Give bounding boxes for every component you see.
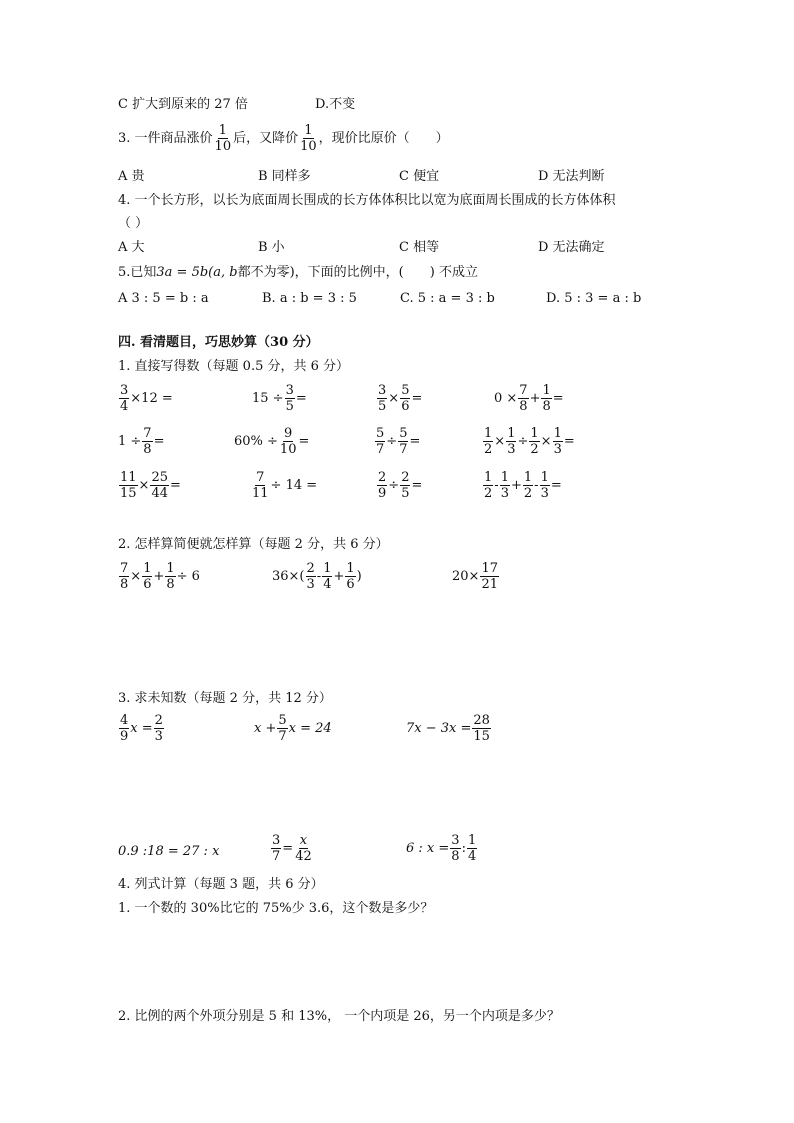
text: x +: [254, 721, 277, 736]
q4-option-d: D 无法确定: [538, 240, 605, 255]
part4-title: 4. 列式计算（每题 3 题，共 6 分）: [118, 877, 324, 892]
text: 6 : x =: [406, 841, 450, 856]
p1-r2-c2: [234, 427, 309, 456]
part1-title: 1. 直接写得数（每题 0.5 分，共 6 分）: [118, 359, 350, 374]
p1-r3-c4: [482, 471, 562, 500]
numerator: 1: [304, 123, 313, 138]
numerator: 7: [519, 383, 528, 398]
numerator: 1: [218, 123, 227, 138]
fraction: [277, 714, 287, 743]
text: =: [298, 434, 310, 449]
denominator: 2: [484, 486, 493, 501]
q3-suffix: ，现价比原价（ ）: [318, 131, 449, 146]
q5-option-c: C. 5 : a = 3 : b: [400, 291, 495, 306]
fraction: [450, 834, 460, 863]
q5-option-d: D. 5 : 3 = a : b: [546, 291, 642, 306]
fraction: [119, 384, 129, 413]
numerator: 2: [378, 470, 387, 485]
numerator: x: [299, 833, 308, 848]
numerator: 1: [553, 426, 562, 441]
text: ): [356, 569, 362, 584]
text: =: [552, 391, 564, 406]
denominator: 8: [143, 442, 152, 457]
q3-option-b: B 同样多: [258, 169, 311, 184]
q3-option-a: A 贵: [118, 169, 145, 184]
numerator: 1: [166, 561, 175, 576]
numerator: 1: [323, 561, 332, 576]
p2-expr-2: [272, 562, 362, 591]
p3-eq-1: [118, 714, 165, 743]
q3-stem: [118, 124, 449, 153]
p1-r3-c2: [250, 471, 317, 500]
fraction: [150, 471, 169, 500]
fraction: [523, 471, 533, 500]
numerator: 2: [306, 561, 315, 576]
denominator: 42: [295, 849, 312, 864]
text: ×12 =: [130, 391, 173, 406]
denominator: 4: [323, 577, 332, 592]
denominator: 2: [530, 442, 539, 457]
numerator: 17: [481, 561, 498, 576]
q5-condition: 3a = 5b(a, b: [156, 265, 238, 280]
part3-title: 3. 求未知数（每题 2 分，共 12 分）: [118, 691, 332, 706]
numerator: 7: [120, 561, 129, 576]
numerator: 1: [143, 561, 152, 576]
fraction: [119, 562, 129, 591]
text: ÷ 6: [176, 569, 200, 584]
denominator: 7: [272, 849, 281, 864]
p3-eq-4: [118, 845, 219, 858]
denominator: 5: [378, 399, 387, 414]
numerator: 1: [507, 426, 516, 441]
q5-suffix: 都不为零)，下面的比例中，( ) 不成立: [237, 265, 478, 280]
part4-question-2: 2. 比例的两个外项分别是 5 和 13%， 一个内项是 26，另一个内项是多少？: [118, 1009, 560, 1024]
numerator: 3: [378, 383, 387, 398]
fraction: [540, 471, 550, 500]
operator: ×: [494, 434, 506, 449]
q3-option-d: D 无法判断: [538, 169, 605, 184]
denominator: 44: [151, 486, 168, 501]
p1-r1-c1: [118, 384, 173, 413]
text: :: [461, 841, 466, 856]
fraction: [483, 471, 493, 500]
text: 60% ÷: [234, 434, 278, 449]
fraction: [400, 471, 410, 500]
text: 15 ÷: [252, 391, 284, 406]
q3-fraction-1: [214, 124, 233, 153]
numerator: 5: [376, 426, 385, 441]
fraction: [398, 427, 408, 456]
numerator: 2: [154, 713, 163, 728]
numerator: 3: [451, 833, 460, 848]
denominator: 9: [120, 729, 129, 744]
part4-question-1: 1. 一个数的 30%比它的 75%少 3.6，这个数是多少？: [118, 901, 434, 916]
q5-option-b: B. a : b = 3 : 5: [262, 291, 357, 306]
text: =: [153, 434, 165, 449]
numerator: 1: [530, 426, 539, 441]
denominator: 6: [143, 577, 152, 592]
text: =: [411, 478, 423, 493]
q5-stem: [118, 266, 478, 279]
operator: ×: [138, 478, 150, 493]
text: =: [295, 391, 307, 406]
fraction: [377, 384, 387, 413]
operator: ×: [388, 391, 400, 406]
p3-eq-3: [406, 714, 492, 743]
fraction: [400, 384, 410, 413]
numerator: 3: [120, 383, 129, 398]
text: 7x − 3x =: [406, 721, 472, 736]
denominator: 8: [166, 577, 175, 592]
operator: -: [316, 569, 322, 584]
numerator: 1: [467, 833, 477, 848]
denominator: 3: [507, 442, 516, 457]
denominator: 8: [519, 399, 528, 414]
fraction: [483, 427, 493, 456]
operator: -: [534, 478, 539, 493]
q3-option-c: C 便宜: [399, 169, 440, 184]
denominator: 4: [120, 399, 129, 414]
numerator: 1: [540, 470, 549, 485]
q5-prefix: 5.已知: [118, 265, 157, 280]
denominator: 2: [523, 486, 533, 501]
p1-r3-c1: [118, 471, 181, 500]
p1-r2-c3: [374, 427, 420, 456]
fraction: [541, 384, 551, 413]
section-4-heading: 四. 看清题目，巧思妙算（30 分）: [118, 335, 319, 350]
denominator: 2: [484, 442, 493, 457]
fraction: [251, 471, 270, 500]
numerator: 5: [401, 383, 410, 398]
numerator: 7: [256, 470, 265, 485]
fraction: [553, 427, 563, 456]
denominator: 8: [542, 399, 551, 414]
denominator: 3: [553, 442, 562, 457]
numerator: 3: [272, 833, 281, 848]
denominator: 3: [154, 729, 163, 744]
fraction: [119, 471, 138, 500]
p3-eq-5: [270, 834, 314, 863]
q4-stem-line1: 4. 一个长方形，以长为底面周长围成的长方体体积比以宽为底面周长围成的长方体体积: [118, 193, 616, 208]
q2-option-d: D.不变: [315, 97, 356, 112]
operator: ×: [540, 434, 552, 449]
fraction: [472, 714, 491, 743]
fraction: [377, 471, 387, 500]
fraction: [375, 427, 385, 456]
text: x = 24: [288, 721, 332, 736]
text: =: [282, 841, 294, 856]
text: =: [170, 478, 181, 493]
q3-fraction-2: [299, 124, 318, 153]
fraction: [165, 562, 175, 591]
fraction: [467, 834, 477, 863]
part2-title: 2. 怎样算简便就怎样算（每题 2 分，共 6 分）: [118, 537, 389, 552]
text: =: [550, 478, 562, 493]
q3-middle: 后，又降价: [233, 131, 299, 146]
fraction: [518, 384, 528, 413]
operator: +: [510, 478, 522, 493]
numerator: 1: [346, 561, 355, 576]
q4-option-a: A 大: [118, 240, 145, 255]
numerator: 3: [285, 383, 294, 398]
p2-expr-3: [452, 562, 500, 591]
numerator: 1: [542, 383, 551, 398]
q3-prefix: 3. 一件商品涨价: [118, 131, 213, 146]
text: 0 ×: [494, 391, 518, 406]
denominator: 5: [285, 399, 294, 414]
denominator: 10: [279, 442, 297, 457]
text: ÷ 14 =: [270, 478, 318, 493]
denominator: 4: [467, 849, 477, 864]
fraction: [500, 471, 510, 500]
fraction: [306, 562, 316, 591]
numerator: 4: [120, 713, 129, 728]
operator: +: [153, 569, 165, 584]
denominator: 15: [120, 486, 137, 501]
fraction: [142, 427, 152, 456]
text: 1 ÷: [118, 434, 142, 449]
denominator: 7: [376, 442, 385, 457]
fraction: [285, 384, 295, 413]
p3-eq-2: [254, 714, 332, 743]
p2-expr-1: [118, 562, 200, 591]
denominator: 11: [252, 486, 269, 501]
q4-option-c: C 相等: [399, 240, 440, 255]
fraction: [279, 427, 298, 456]
fraction: [480, 562, 499, 591]
text: x =: [130, 721, 153, 736]
text: 36×(: [272, 569, 305, 584]
p1-r1-c4: [494, 384, 564, 413]
p1-r1-c3: [376, 384, 422, 413]
fraction: [142, 562, 152, 591]
fraction: [529, 427, 539, 456]
denominator: 3: [540, 486, 549, 501]
numerator: 5: [278, 713, 287, 728]
denominator: 5: [401, 486, 410, 501]
denominator: 9: [378, 486, 387, 501]
p1-r2-c1: [118, 427, 164, 456]
denominator: 15: [473, 729, 490, 744]
fraction: [154, 714, 164, 743]
numerator: 1: [500, 470, 509, 485]
fraction: [294, 834, 313, 863]
denominator: 3: [306, 577, 315, 592]
fraction: [345, 562, 355, 591]
denominator: 8: [120, 577, 129, 592]
q4-option-b: B 小: [258, 240, 285, 255]
denominator: 10: [300, 139, 317, 154]
text: =: [411, 391, 423, 406]
operator: ÷: [388, 478, 400, 493]
operator: ÷: [517, 434, 529, 449]
denominator: 6: [401, 399, 410, 414]
denominator: 7: [278, 729, 287, 744]
fraction: [322, 562, 332, 591]
numerator: 1: [484, 426, 493, 441]
text: =: [409, 434, 421, 449]
operator: -: [494, 478, 499, 493]
fraction: [506, 427, 516, 456]
p1-r2-c4: [482, 427, 575, 456]
denominator: 10: [214, 139, 232, 154]
operator: ÷: [386, 434, 398, 449]
fraction: [119, 714, 129, 743]
numerator: 5: [399, 426, 408, 441]
text: 20×: [452, 569, 480, 584]
q4-stem-line2: （ ）: [118, 216, 149, 231]
numerator: 2: [401, 470, 410, 485]
operator: +: [529, 391, 541, 406]
numerator: 28: [473, 713, 490, 728]
fraction: [271, 834, 281, 863]
p1-r1-c2: [252, 384, 307, 413]
denominator: 8: [451, 849, 460, 864]
numerator: 25: [151, 470, 168, 485]
p3-eq-6: [406, 834, 478, 863]
denominator: 3: [500, 486, 509, 501]
q2-option-c: C 扩大到原来的 27 倍: [118, 97, 248, 112]
q5-option-a: A 3 : 5 = b : a: [118, 291, 209, 306]
denominator: 6: [346, 577, 355, 592]
text: 0.9 :18 = 27 : x: [118, 844, 220, 859]
operator: +: [333, 569, 345, 584]
numerator: 9: [284, 426, 293, 441]
p1-r3-c3: [376, 471, 422, 500]
denominator: 7: [399, 442, 408, 457]
denominator: 21: [481, 577, 498, 592]
numerator: 7: [143, 426, 152, 441]
text: =: [563, 434, 575, 449]
numerator: 1: [523, 470, 533, 485]
operator: ×: [130, 569, 142, 584]
numerator: 1: [484, 470, 493, 485]
numerator: 11: [120, 470, 137, 485]
